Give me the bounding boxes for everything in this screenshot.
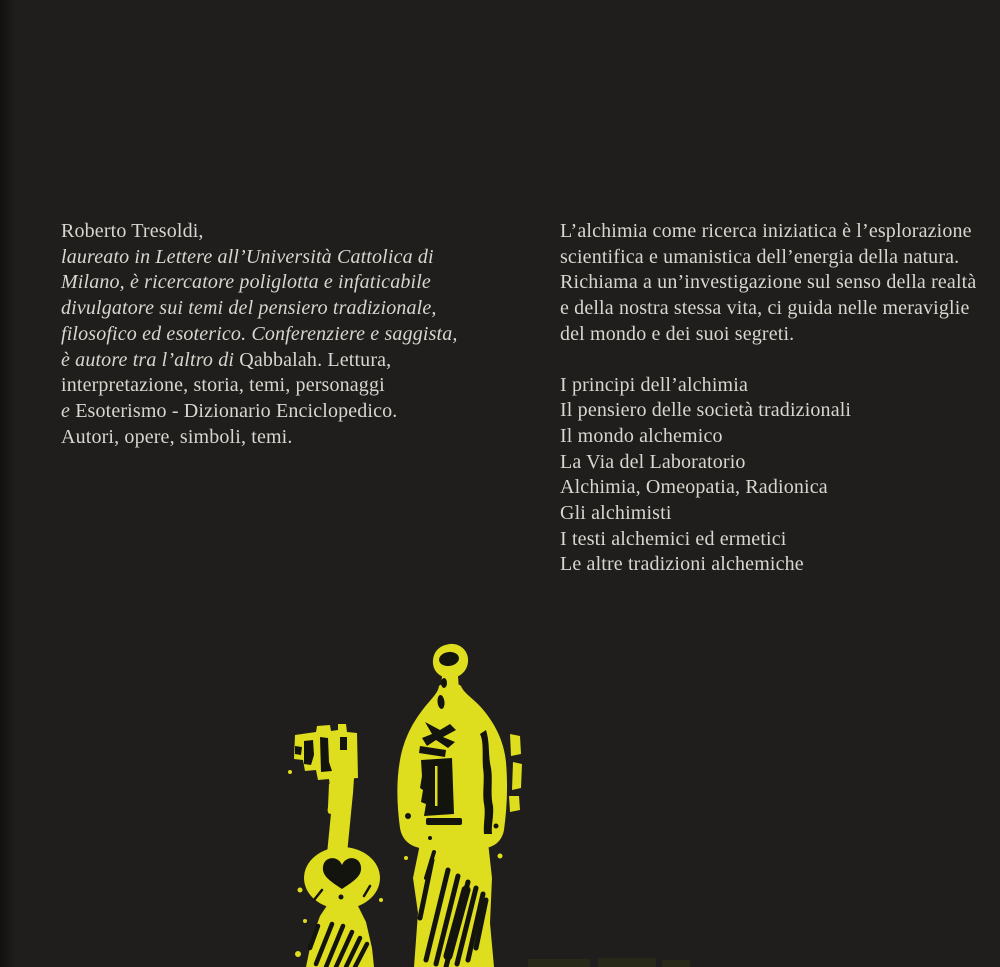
bio-line: divulgatore sui temi del pensiero tradizionale,: [61, 297, 437, 320]
contents-list: [560, 373, 990, 579]
synopsis-line: e della nostra stessa vita, ci guida nelle meraviglie: [560, 297, 970, 320]
contents-item: Il pensiero delle società tradizionali: [560, 399, 852, 422]
bio-line: [61, 399, 491, 425]
bio-line: Milano, è ricercatore poliglotta e infaticabile: [61, 271, 431, 294]
bio-line: interpretazione, storia, temi, personaggi: [61, 374, 385, 397]
bio-line: Autori, opere, simboli, temi.: [61, 425, 293, 448]
key-icon: [288, 724, 383, 967]
padlock-icon: [397, 644, 522, 967]
synopsis-line: L’alchimia come ricerca iniziatica è l’esplorazione: [560, 220, 972, 242]
author-bio-section: [61, 219, 491, 450]
bottom-edge-mark: [662, 960, 690, 967]
contents-item: Alchimia, Omeopatia, Radionica: [560, 476, 828, 499]
contents-item: Gli alchimisti: [560, 502, 672, 525]
contents-item: Il mondo alchemico: [560, 424, 723, 447]
spine-fold-shadow: [0, 0, 16, 967]
bio-line: [61, 348, 491, 374]
book-title-part: Esoterismo - Dizionario Enciclopedico.: [75, 399, 398, 422]
bio-line-italic-part: è autore tra l’altro di: [61, 348, 240, 371]
alchemical-keys-illustration: [280, 638, 525, 967]
bottom-edge-mark: [528, 959, 590, 967]
contents-item: La Via del Laboratorio: [560, 450, 746, 473]
contents-item: Le altre tradizioni alchemiche: [560, 553, 804, 576]
synopsis-line: Richiama a un’investigazione sul senso della realtà: [560, 271, 977, 294]
contents-item: I testi alchemici ed ermetici: [560, 527, 787, 550]
synopsis-section: [560, 219, 990, 578]
synopsis-line: del mondo e dei suoi segreti.: [560, 322, 795, 345]
bottom-edge-mark: [598, 958, 656, 967]
bio-line: filosofico ed esoterico. Conferenziere e saggista,: [61, 322, 458, 345]
author-name: Roberto Tresoldi,: [61, 220, 204, 242]
book-title-part: Qabbalah. Lettura,: [239, 348, 392, 371]
bio-line: laureato in Lettere all’Università Cattolica di: [61, 245, 434, 268]
contents-item: I principi dell’alchimia: [560, 373, 748, 396]
synopsis-line: scientifica e umanistica dell’energia della natura.: [560, 245, 960, 268]
bio-line-italic-part: e: [61, 399, 76, 422]
